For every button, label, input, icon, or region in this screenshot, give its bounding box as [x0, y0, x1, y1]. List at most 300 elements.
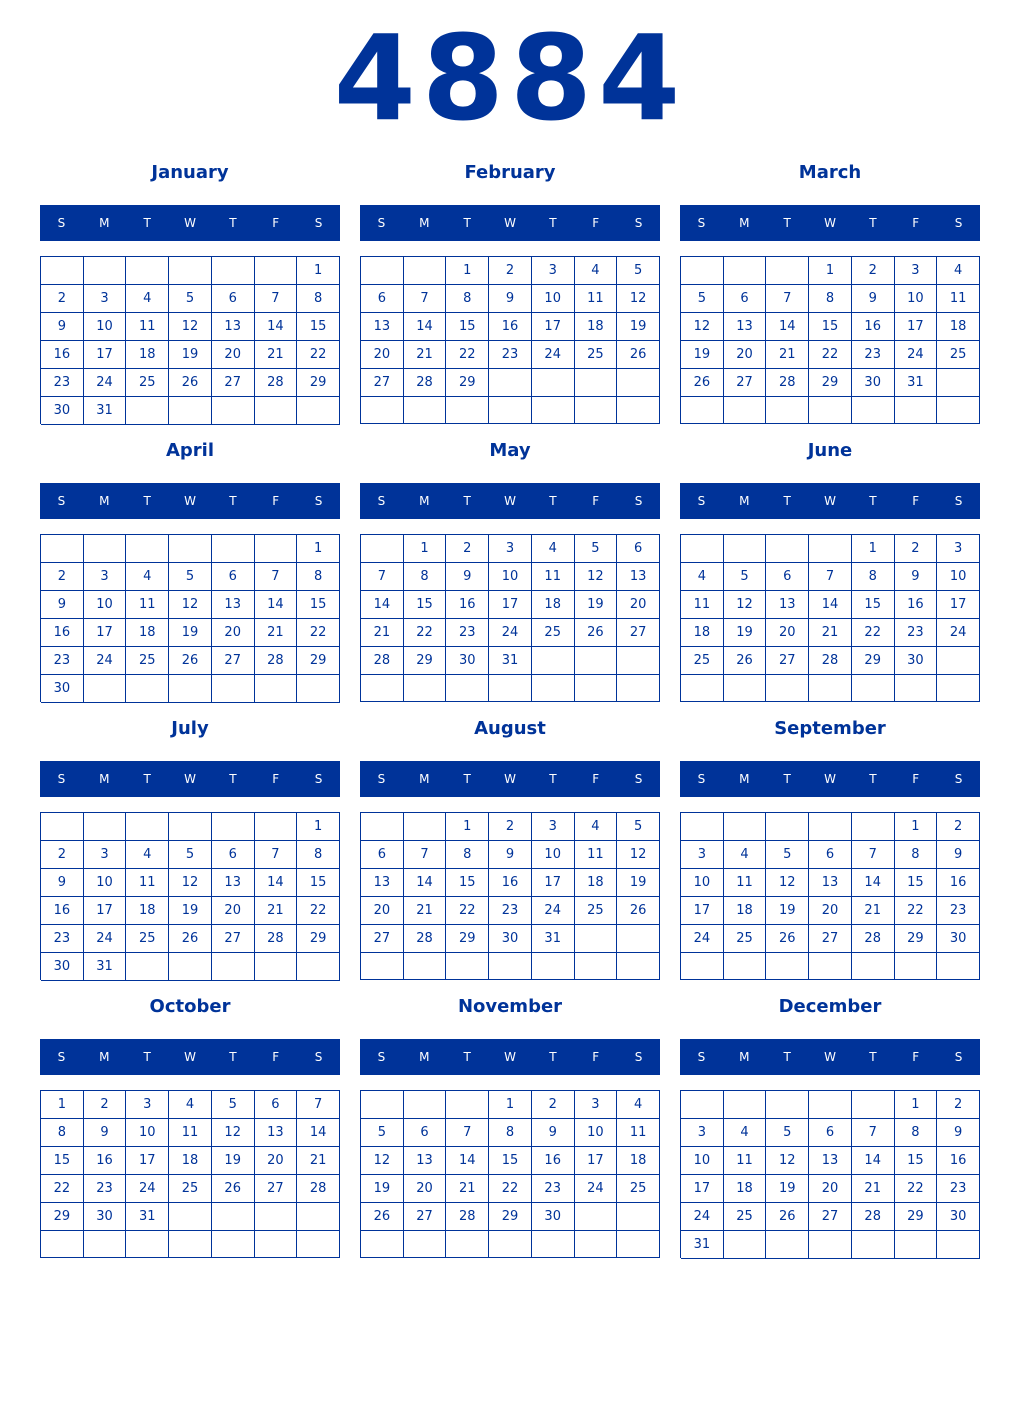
- empty-day-cell: [766, 1091, 809, 1119]
- day-cell: 11: [681, 591, 724, 619]
- month-name: November: [457, 996, 563, 1017]
- weekday-header: [40, 205, 340, 241]
- empty-day-cell: [766, 257, 809, 285]
- day-cell: 5: [766, 841, 809, 869]
- day-cell: 21: [809, 619, 852, 647]
- day-cell: 2: [489, 813, 532, 841]
- day-cell: 2: [446, 535, 489, 563]
- empty-day-cell: [212, 675, 255, 703]
- empty-day-cell: [255, 1203, 298, 1231]
- day-cell: 24: [84, 647, 127, 675]
- day-cell: 12: [617, 285, 660, 313]
- empty-day-cell: [681, 813, 724, 841]
- empty-day-cell: [212, 397, 255, 425]
- day-cell: 29: [297, 647, 340, 675]
- empty-day-cell: [724, 397, 767, 424]
- day-cell: 1: [489, 1091, 532, 1119]
- day-cell: 14: [766, 313, 809, 341]
- day-cell: 3: [489, 535, 532, 563]
- day-cell: 25: [724, 925, 767, 953]
- day-cell: 23: [895, 619, 938, 647]
- day-grid: [360, 534, 660, 702]
- empty-day-cell: [852, 953, 895, 980]
- day-cell: 29: [895, 1203, 938, 1231]
- day-cell: 18: [532, 591, 575, 619]
- empty-day-cell: [575, 369, 618, 397]
- day-cell: 17: [937, 591, 980, 619]
- day-cell: 28: [255, 925, 298, 953]
- day-cell: 16: [41, 341, 84, 369]
- day-cell: 3: [895, 257, 938, 285]
- weekday-label: W: [824, 494, 836, 508]
- empty-day-cell: [297, 953, 340, 981]
- day-cell: 10: [895, 285, 938, 313]
- day-cell: 18: [575, 313, 618, 341]
- day-cell: 16: [84, 1147, 127, 1175]
- day-cell: 5: [212, 1091, 255, 1119]
- day-cell: 21: [255, 619, 298, 647]
- day-cell: 21: [446, 1175, 489, 1203]
- empty-day-cell: [724, 675, 767, 702]
- empty-day-cell: [532, 369, 575, 397]
- day-cell: 15: [446, 869, 489, 897]
- empty-day-cell: [169, 1231, 212, 1258]
- empty-day-cell: [361, 535, 404, 563]
- day-cell: 30: [895, 647, 938, 675]
- day-cell: 18: [126, 619, 169, 647]
- day-cell: 18: [126, 897, 169, 925]
- weekday-label: T: [869, 216, 877, 230]
- day-cell: 1: [895, 1091, 938, 1119]
- day-cell: 26: [169, 925, 212, 953]
- weekday-header: [680, 483, 980, 519]
- weekday-label: W: [824, 216, 836, 230]
- day-cell: 22: [446, 341, 489, 369]
- weekday-label: T: [143, 216, 151, 230]
- day-cell: 13: [809, 1147, 852, 1175]
- weekday-label: T: [463, 494, 471, 508]
- day-cell: 14: [361, 591, 404, 619]
- empty-day-cell: [809, 1231, 852, 1259]
- day-cell: 14: [404, 869, 447, 897]
- day-cell: 19: [766, 897, 809, 925]
- day-cell: 24: [681, 1203, 724, 1231]
- day-cell: 1: [404, 535, 447, 563]
- day-cell: 12: [766, 1147, 809, 1175]
- day-cell: 15: [404, 591, 447, 619]
- weekday-label: S: [57, 216, 66, 230]
- empty-day-cell: [766, 535, 809, 563]
- day-cell: 7: [852, 1119, 895, 1147]
- day-cell: 10: [489, 563, 532, 591]
- day-cell: 5: [766, 1119, 809, 1147]
- day-cell: 3: [84, 285, 127, 313]
- day-cell: 7: [255, 285, 298, 313]
- day-cell: 6: [809, 1119, 852, 1147]
- empty-day-cell: [489, 369, 532, 397]
- day-cell: 10: [681, 869, 724, 897]
- day-cell: 11: [169, 1119, 212, 1147]
- day-cell: 25: [126, 369, 169, 397]
- empty-day-cell: [404, 953, 447, 980]
- weekday-label: S: [697, 216, 706, 230]
- weekday-label: F: [912, 772, 920, 786]
- day-cell: 25: [575, 341, 618, 369]
- weekday-label: F: [592, 772, 600, 786]
- day-cell: 9: [937, 1119, 980, 1147]
- empty-day-cell: [297, 397, 340, 425]
- weekday-label: T: [783, 772, 791, 786]
- day-cell: 26: [575, 619, 618, 647]
- empty-day-cell: [681, 1091, 724, 1119]
- day-cell: 1: [41, 1091, 84, 1119]
- weekday-label: S: [697, 772, 706, 786]
- day-cell: 5: [617, 813, 660, 841]
- weekday-label: W: [824, 772, 836, 786]
- empty-day-cell: [446, 1231, 489, 1258]
- day-cell: 7: [297, 1091, 340, 1119]
- day-cell: 5: [169, 563, 212, 591]
- month-name: May: [489, 440, 531, 461]
- day-cell: 25: [126, 647, 169, 675]
- day-cell: 19: [212, 1147, 255, 1175]
- empty-day-cell: [617, 675, 660, 702]
- day-cell: 14: [446, 1147, 489, 1175]
- empty-day-cell: [169, 1203, 212, 1231]
- empty-day-cell: [724, 1091, 767, 1119]
- day-cell: 11: [126, 869, 169, 897]
- day-cell: 1: [297, 257, 340, 285]
- day-cell: 12: [766, 869, 809, 897]
- day-cell: 13: [724, 313, 767, 341]
- day-cell: 15: [895, 869, 938, 897]
- day-cell: 27: [809, 1203, 852, 1231]
- day-cell: 21: [852, 1175, 895, 1203]
- day-grid: [40, 812, 340, 980]
- empty-day-cell: [404, 257, 447, 285]
- day-cell: 11: [575, 841, 618, 869]
- day-cell: 23: [41, 925, 84, 953]
- day-cell: 3: [532, 257, 575, 285]
- day-cell: 14: [255, 313, 298, 341]
- month-november: [360, 992, 660, 1262]
- empty-day-cell: [169, 535, 212, 563]
- empty-day-cell: [681, 535, 724, 563]
- weekday-label: T: [229, 216, 237, 230]
- empty-day-cell: [404, 675, 447, 702]
- day-cell: 6: [212, 563, 255, 591]
- day-cell: 10: [126, 1119, 169, 1147]
- day-cell: 9: [895, 563, 938, 591]
- day-grid: [680, 812, 980, 980]
- weekday-header: [680, 205, 980, 241]
- day-cell: 3: [575, 1091, 618, 1119]
- weekday-label: T: [229, 494, 237, 508]
- empty-day-cell: [766, 1231, 809, 1259]
- day-cell: 13: [212, 591, 255, 619]
- day-cell: 4: [617, 1091, 660, 1119]
- weekday-label: S: [697, 494, 706, 508]
- weekday-label: T: [549, 1050, 557, 1064]
- weekday-header: [360, 483, 660, 519]
- day-cell: 2: [852, 257, 895, 285]
- day-cell: 7: [361, 563, 404, 591]
- day-cell: 19: [766, 1175, 809, 1203]
- empty-day-cell: [446, 953, 489, 980]
- day-cell: 18: [126, 341, 169, 369]
- weekday-label: T: [869, 772, 877, 786]
- day-cell: 18: [681, 619, 724, 647]
- weekday-label: M: [739, 216, 750, 230]
- empty-day-cell: [809, 675, 852, 702]
- empty-day-cell: [404, 397, 447, 424]
- day-cell: 8: [809, 285, 852, 313]
- day-cell: 20: [212, 897, 255, 925]
- day-cell: 16: [41, 897, 84, 925]
- day-grid: [40, 1090, 340, 1258]
- day-cell: 24: [937, 619, 980, 647]
- weekday-label: F: [912, 1050, 920, 1064]
- day-cell: 22: [489, 1175, 532, 1203]
- day-cell: 21: [766, 341, 809, 369]
- empty-day-cell: [809, 1091, 852, 1119]
- empty-day-cell: [169, 953, 212, 981]
- month-name: October: [149, 996, 231, 1017]
- empty-day-cell: [169, 675, 212, 703]
- day-cell: 16: [937, 869, 980, 897]
- day-cell: 31: [895, 369, 938, 397]
- empty-day-cell: [895, 1231, 938, 1259]
- weekday-label: M: [419, 772, 430, 786]
- weekday-header: [360, 761, 660, 797]
- empty-day-cell: [297, 1203, 340, 1231]
- day-cell: 4: [937, 257, 980, 285]
- weekday-label: T: [783, 1050, 791, 1064]
- month-march: [680, 158, 980, 428]
- empty-day-cell: [852, 675, 895, 702]
- day-cell: 15: [446, 313, 489, 341]
- day-cell: 17: [575, 1147, 618, 1175]
- day-grid: [40, 534, 340, 702]
- empty-day-cell: [895, 397, 938, 424]
- day-cell: 19: [575, 591, 618, 619]
- day-cell: 27: [724, 369, 767, 397]
- day-cell: 15: [41, 1147, 84, 1175]
- day-cell: 27: [809, 925, 852, 953]
- day-cell: 3: [84, 563, 127, 591]
- day-cell: 25: [724, 1203, 767, 1231]
- day-cell: 30: [41, 675, 84, 703]
- day-cell: 29: [895, 925, 938, 953]
- day-cell: 2: [41, 563, 84, 591]
- day-cell: 18: [575, 869, 618, 897]
- day-cell: 26: [169, 647, 212, 675]
- empty-day-cell: [575, 675, 618, 702]
- empty-day-cell: [255, 1231, 298, 1258]
- day-cell: 24: [895, 341, 938, 369]
- day-cell: 29: [852, 647, 895, 675]
- weekday-label: S: [634, 1050, 643, 1064]
- day-cell: 10: [84, 313, 127, 341]
- day-cell: 8: [489, 1119, 532, 1147]
- day-grid: [680, 1090, 980, 1258]
- day-cell: 5: [575, 535, 618, 563]
- day-cell: 5: [169, 841, 212, 869]
- weekday-label: T: [869, 1050, 877, 1064]
- day-cell: 12: [169, 313, 212, 341]
- day-cell: 26: [617, 897, 660, 925]
- month-name: February: [464, 162, 556, 183]
- day-cell: 25: [681, 647, 724, 675]
- day-cell: 12: [169, 869, 212, 897]
- empty-day-cell: [361, 1231, 404, 1258]
- day-cell: 12: [169, 591, 212, 619]
- day-cell: 27: [212, 647, 255, 675]
- empty-day-cell: [255, 397, 298, 425]
- empty-day-cell: [126, 813, 169, 841]
- day-cell: 30: [489, 925, 532, 953]
- day-cell: 20: [361, 341, 404, 369]
- weekday-label: T: [143, 1050, 151, 1064]
- day-cell: 29: [297, 925, 340, 953]
- empty-day-cell: [575, 1203, 618, 1231]
- day-cell: 9: [84, 1119, 127, 1147]
- day-cell: 21: [297, 1147, 340, 1175]
- day-cell: 15: [895, 1147, 938, 1175]
- day-cell: 6: [404, 1119, 447, 1147]
- day-cell: 12: [575, 563, 618, 591]
- day-cell: 24: [489, 619, 532, 647]
- day-cell: 7: [809, 563, 852, 591]
- day-cell: 16: [489, 869, 532, 897]
- weekday-label: T: [549, 494, 557, 508]
- empty-day-cell: [895, 953, 938, 980]
- day-cell: 18: [169, 1147, 212, 1175]
- empty-day-cell: [404, 1091, 447, 1119]
- day-cell: 2: [937, 1091, 980, 1119]
- empty-day-cell: [41, 257, 84, 285]
- day-cell: 23: [446, 619, 489, 647]
- day-cell: 1: [809, 257, 852, 285]
- empty-day-cell: [575, 397, 618, 424]
- month-name: June: [807, 440, 853, 461]
- day-grid: [360, 256, 660, 424]
- day-cell: 6: [724, 285, 767, 313]
- day-cell: 17: [681, 1175, 724, 1203]
- day-cell: 1: [852, 535, 895, 563]
- day-cell: 12: [681, 313, 724, 341]
- weekday-label: F: [272, 772, 280, 786]
- day-cell: 13: [212, 869, 255, 897]
- day-cell: 8: [895, 1119, 938, 1147]
- weekday-label: W: [184, 494, 196, 508]
- empty-day-cell: [84, 535, 127, 563]
- day-grid: [360, 812, 660, 980]
- empty-day-cell: [126, 257, 169, 285]
- day-cell: 28: [297, 1175, 340, 1203]
- day-cell: 14: [255, 591, 298, 619]
- day-cell: 27: [766, 647, 809, 675]
- weekday-label: S: [57, 1050, 66, 1064]
- empty-day-cell: [724, 535, 767, 563]
- empty-day-cell: [895, 675, 938, 702]
- day-cell: 6: [212, 285, 255, 313]
- weekday-label: S: [697, 1050, 706, 1064]
- day-cell: 14: [852, 869, 895, 897]
- empty-day-cell: [126, 953, 169, 981]
- empty-day-cell: [212, 813, 255, 841]
- month-september: [680, 714, 980, 984]
- day-cell: 25: [126, 925, 169, 953]
- empty-day-cell: [489, 953, 532, 980]
- empty-day-cell: [617, 397, 660, 424]
- day-cell: 28: [361, 647, 404, 675]
- empty-day-cell: [617, 369, 660, 397]
- empty-day-cell: [255, 813, 298, 841]
- day-cell: 16: [937, 1147, 980, 1175]
- weekday-label: S: [57, 494, 66, 508]
- empty-day-cell: [212, 1203, 255, 1231]
- day-cell: 12: [617, 841, 660, 869]
- day-cell: 26: [766, 925, 809, 953]
- month-name: April: [165, 440, 215, 461]
- weekday-header: [40, 483, 340, 519]
- day-cell: 2: [895, 535, 938, 563]
- weekday-label: T: [549, 772, 557, 786]
- day-cell: 8: [41, 1119, 84, 1147]
- day-cell: 24: [126, 1175, 169, 1203]
- day-cell: 1: [895, 813, 938, 841]
- weekday-label: F: [272, 1050, 280, 1064]
- day-cell: 14: [255, 869, 298, 897]
- weekday-label: W: [504, 772, 516, 786]
- empty-day-cell: [532, 647, 575, 675]
- day-cell: 31: [84, 397, 127, 425]
- day-cell: 15: [297, 869, 340, 897]
- day-cell: 14: [297, 1119, 340, 1147]
- day-grid: [360, 1090, 660, 1258]
- weekday-header: [360, 205, 660, 241]
- day-cell: 31: [532, 925, 575, 953]
- day-cell: 5: [361, 1119, 404, 1147]
- empty-day-cell: [575, 647, 618, 675]
- day-cell: 30: [84, 1203, 127, 1231]
- empty-day-cell: [852, 397, 895, 424]
- weekday-label: S: [954, 1050, 963, 1064]
- day-cell: 17: [84, 341, 127, 369]
- month-october: [40, 992, 340, 1262]
- day-cell: 16: [446, 591, 489, 619]
- day-cell: 29: [489, 1203, 532, 1231]
- empty-day-cell: [575, 953, 618, 980]
- empty-day-cell: [575, 925, 618, 953]
- weekday-label: F: [272, 494, 280, 508]
- empty-day-cell: [724, 257, 767, 285]
- day-cell: 21: [404, 897, 447, 925]
- day-cell: 25: [575, 897, 618, 925]
- day-cell: 6: [361, 285, 404, 313]
- weekday-label: S: [314, 772, 323, 786]
- day-cell: 16: [41, 619, 84, 647]
- day-cell: 28: [404, 925, 447, 953]
- weekday-label: S: [954, 216, 963, 230]
- day-cell: 11: [575, 285, 618, 313]
- day-cell: 8: [297, 841, 340, 869]
- day-cell: 27: [212, 925, 255, 953]
- day-cell: 26: [361, 1203, 404, 1231]
- day-cell: 6: [255, 1091, 298, 1119]
- empty-day-cell: [489, 1231, 532, 1258]
